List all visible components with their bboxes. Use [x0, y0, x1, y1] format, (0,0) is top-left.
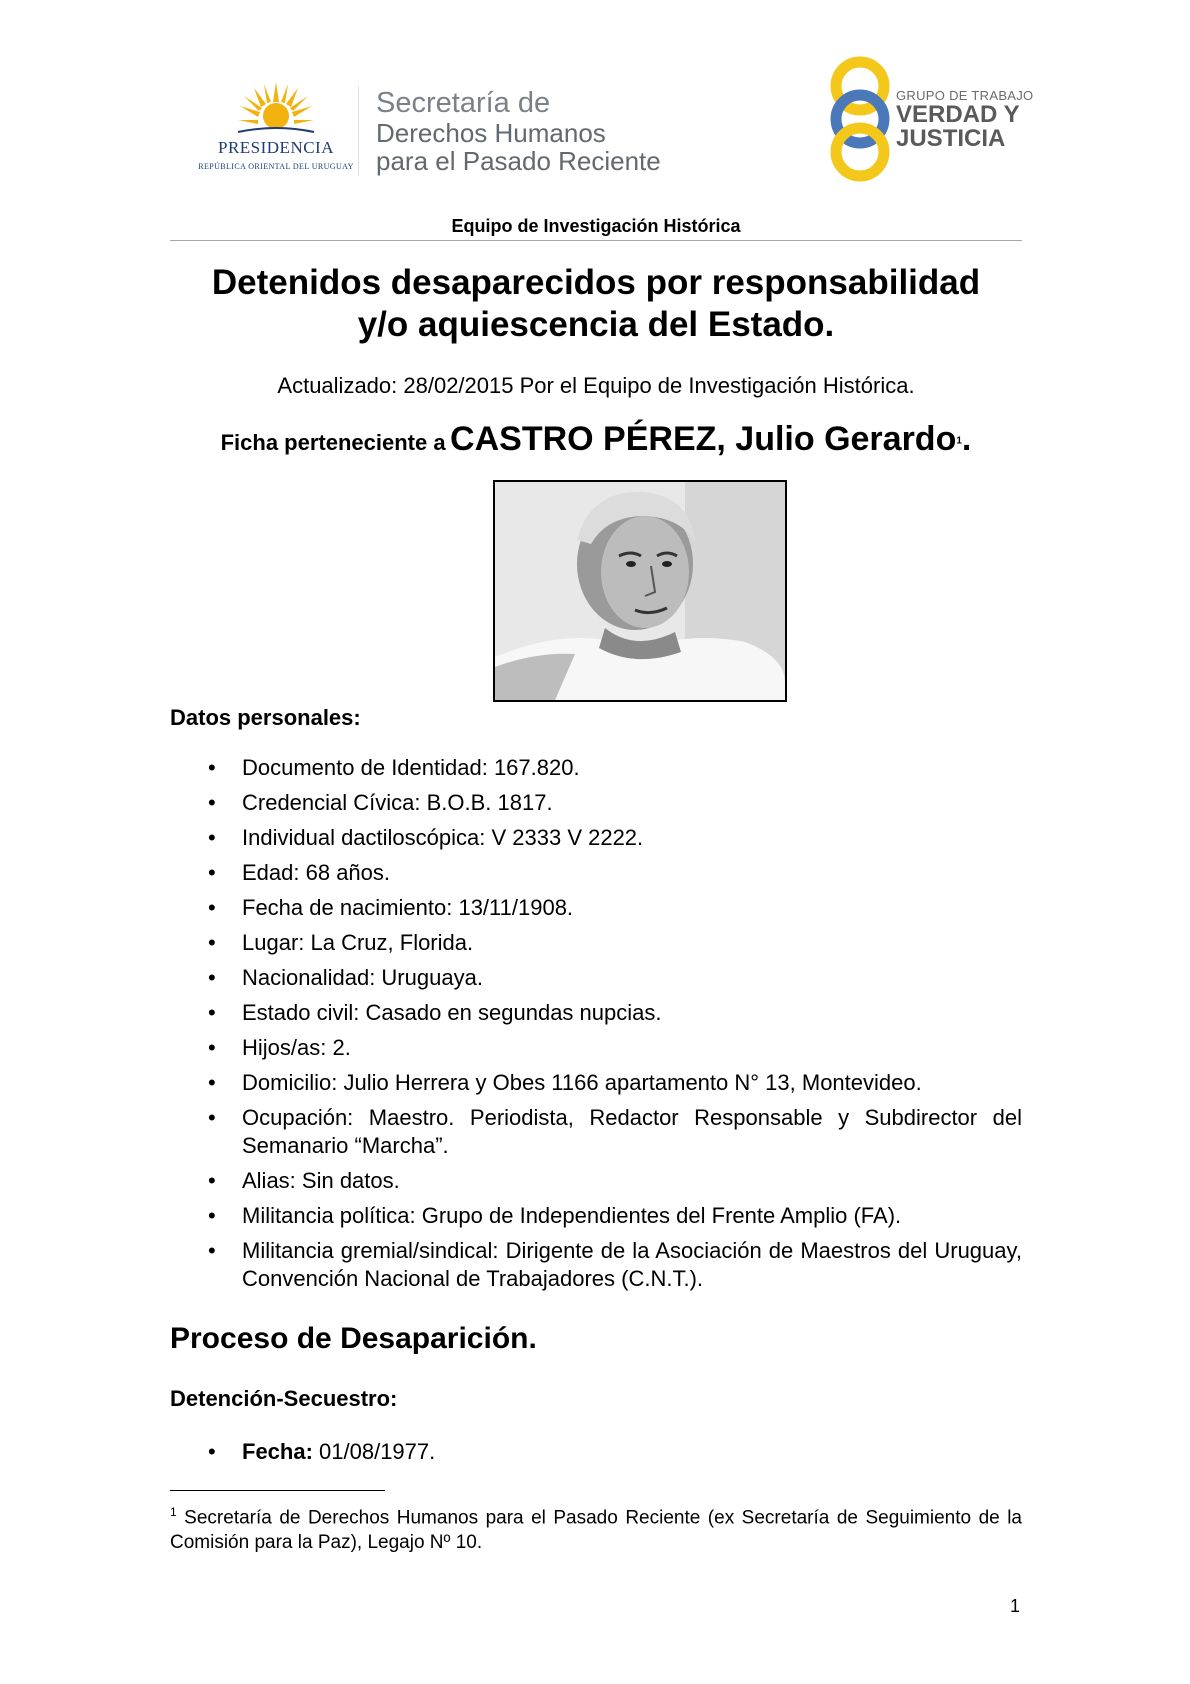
footnote-rule: [170, 1490, 385, 1491]
list-item: • Ocupación: Maestro. Periodista, Redactor Responsable y Subdirector del Semanario “Marcha”.: [170, 1104, 1022, 1160]
footnote: [170, 1500, 1022, 1555]
interlocking-rings-icon: [820, 54, 900, 184]
ficha-end: .: [961, 420, 972, 458]
vyj-title-2: JUSTICIA: [896, 125, 1006, 152]
updated-line: Actualizado: 28/02/2015 Por el Equipo de Investigación Histórica.: [277, 373, 915, 398]
detencion-list: [170, 1438, 1022, 1466]
secretaria-line-2: Derechos Humanos: [376, 118, 606, 148]
person-name: CASTRO PÉREZ, Julio Gerardo: [450, 420, 957, 458]
list-item: [170, 1438, 1022, 1466]
list-item: • Individual dactiloscópica: V 2333 V 2222.: [170, 824, 1022, 852]
ficha-prefix: Ficha perteneciente a: [220, 430, 446, 455]
title-line-1: Detenidos desaparecidos por responsabilidad: [211, 263, 981, 302]
page-header: [0, 0, 1190, 200]
footnote-ref: 1: [956, 435, 962, 447]
list-item: • Documento de Identidad: 167.820.: [170, 754, 1022, 782]
list-item: • Edad: 68 años.: [170, 859, 1022, 887]
verdad-justicia-logo: [820, 54, 1040, 184]
list-item: • Hijos/as: 2.: [170, 1034, 1022, 1062]
portrait-photo: [493, 480, 787, 702]
document-title: [140, 262, 1052, 346]
detencion-heading: Detención-Secuestro:: [170, 1386, 398, 1411]
list-item: • Militancia política: Grupo de Independientes del Frente Amplio (FA).: [170, 1202, 1022, 1230]
footnote-text: Secretaría de Derechos Humanos para el Pasado Reciente (ex Secretaría de Seguimiento de la Comisión para la Paz), Legajo Nº 10.: [170, 1507, 1022, 1554]
list-item: • Lugar: La Cruz, Florida.: [170, 929, 1022, 957]
fecha-label: Fecha:: [242, 1439, 313, 1464]
list-item: • Domicilio: Julio Herrera y Obes 1166 apartamento N° 13, Montevideo.: [170, 1069, 1022, 1097]
list-item: • Estado civil: Casado en segundas nupcias.: [170, 999, 1022, 1027]
secretaria-logo: [376, 88, 661, 175]
team-heading: Equipo de Investigación Histórica: [451, 216, 741, 236]
list-item: • Militancia gremial/sindical: Dirigente de la Asociación de Maestros del Uruguay, Convención Nacional de Trabajadores (C.N.T.).: [170, 1237, 1022, 1293]
vyj-title-1: VERDAD Y: [896, 101, 1020, 128]
list-item: • Nacionalidad: Uruguaya.: [170, 964, 1022, 992]
presidencia-subtitle: REPÚBLICA ORIENTAL DEL URUGUAY: [198, 162, 354, 171]
vyj-caption: GRUPO DE TRABAJO: [896, 88, 1034, 103]
list-item: • Alias: Sin datos.: [170, 1167, 1022, 1195]
fecha-value: 01/08/1977.: [312, 1439, 436, 1464]
title-line-2: y/o aquiescencia del Estado.: [357, 305, 835, 344]
portrait-image: [495, 482, 785, 700]
presidencia-title: PRESIDENCIA: [217, 138, 334, 157]
header-rule: [170, 240, 1022, 241]
datos-list: [170, 754, 1022, 1300]
secretaria-line-1: Secretaría de: [376, 87, 551, 119]
proceso-heading: Proceso de Desaparición.: [170, 1322, 537, 1355]
sun-emblem-icon: [236, 80, 316, 144]
footnote-number: 1: [170, 1505, 177, 1519]
page-number: 1: [1010, 1596, 1021, 1616]
logo-divider: [358, 86, 359, 176]
list-item: • Fecha de nacimiento: 13/11/1908.: [170, 894, 1022, 922]
ficha-line: [140, 420, 1052, 459]
datos-heading: Datos personales:: [170, 705, 361, 730]
secretaria-line-3: para el Pasado Reciente: [376, 146, 661, 176]
presidencia-logo: [196, 80, 356, 180]
list-item: • Credencial Cívica: B.O.B. 1817.: [170, 789, 1022, 817]
